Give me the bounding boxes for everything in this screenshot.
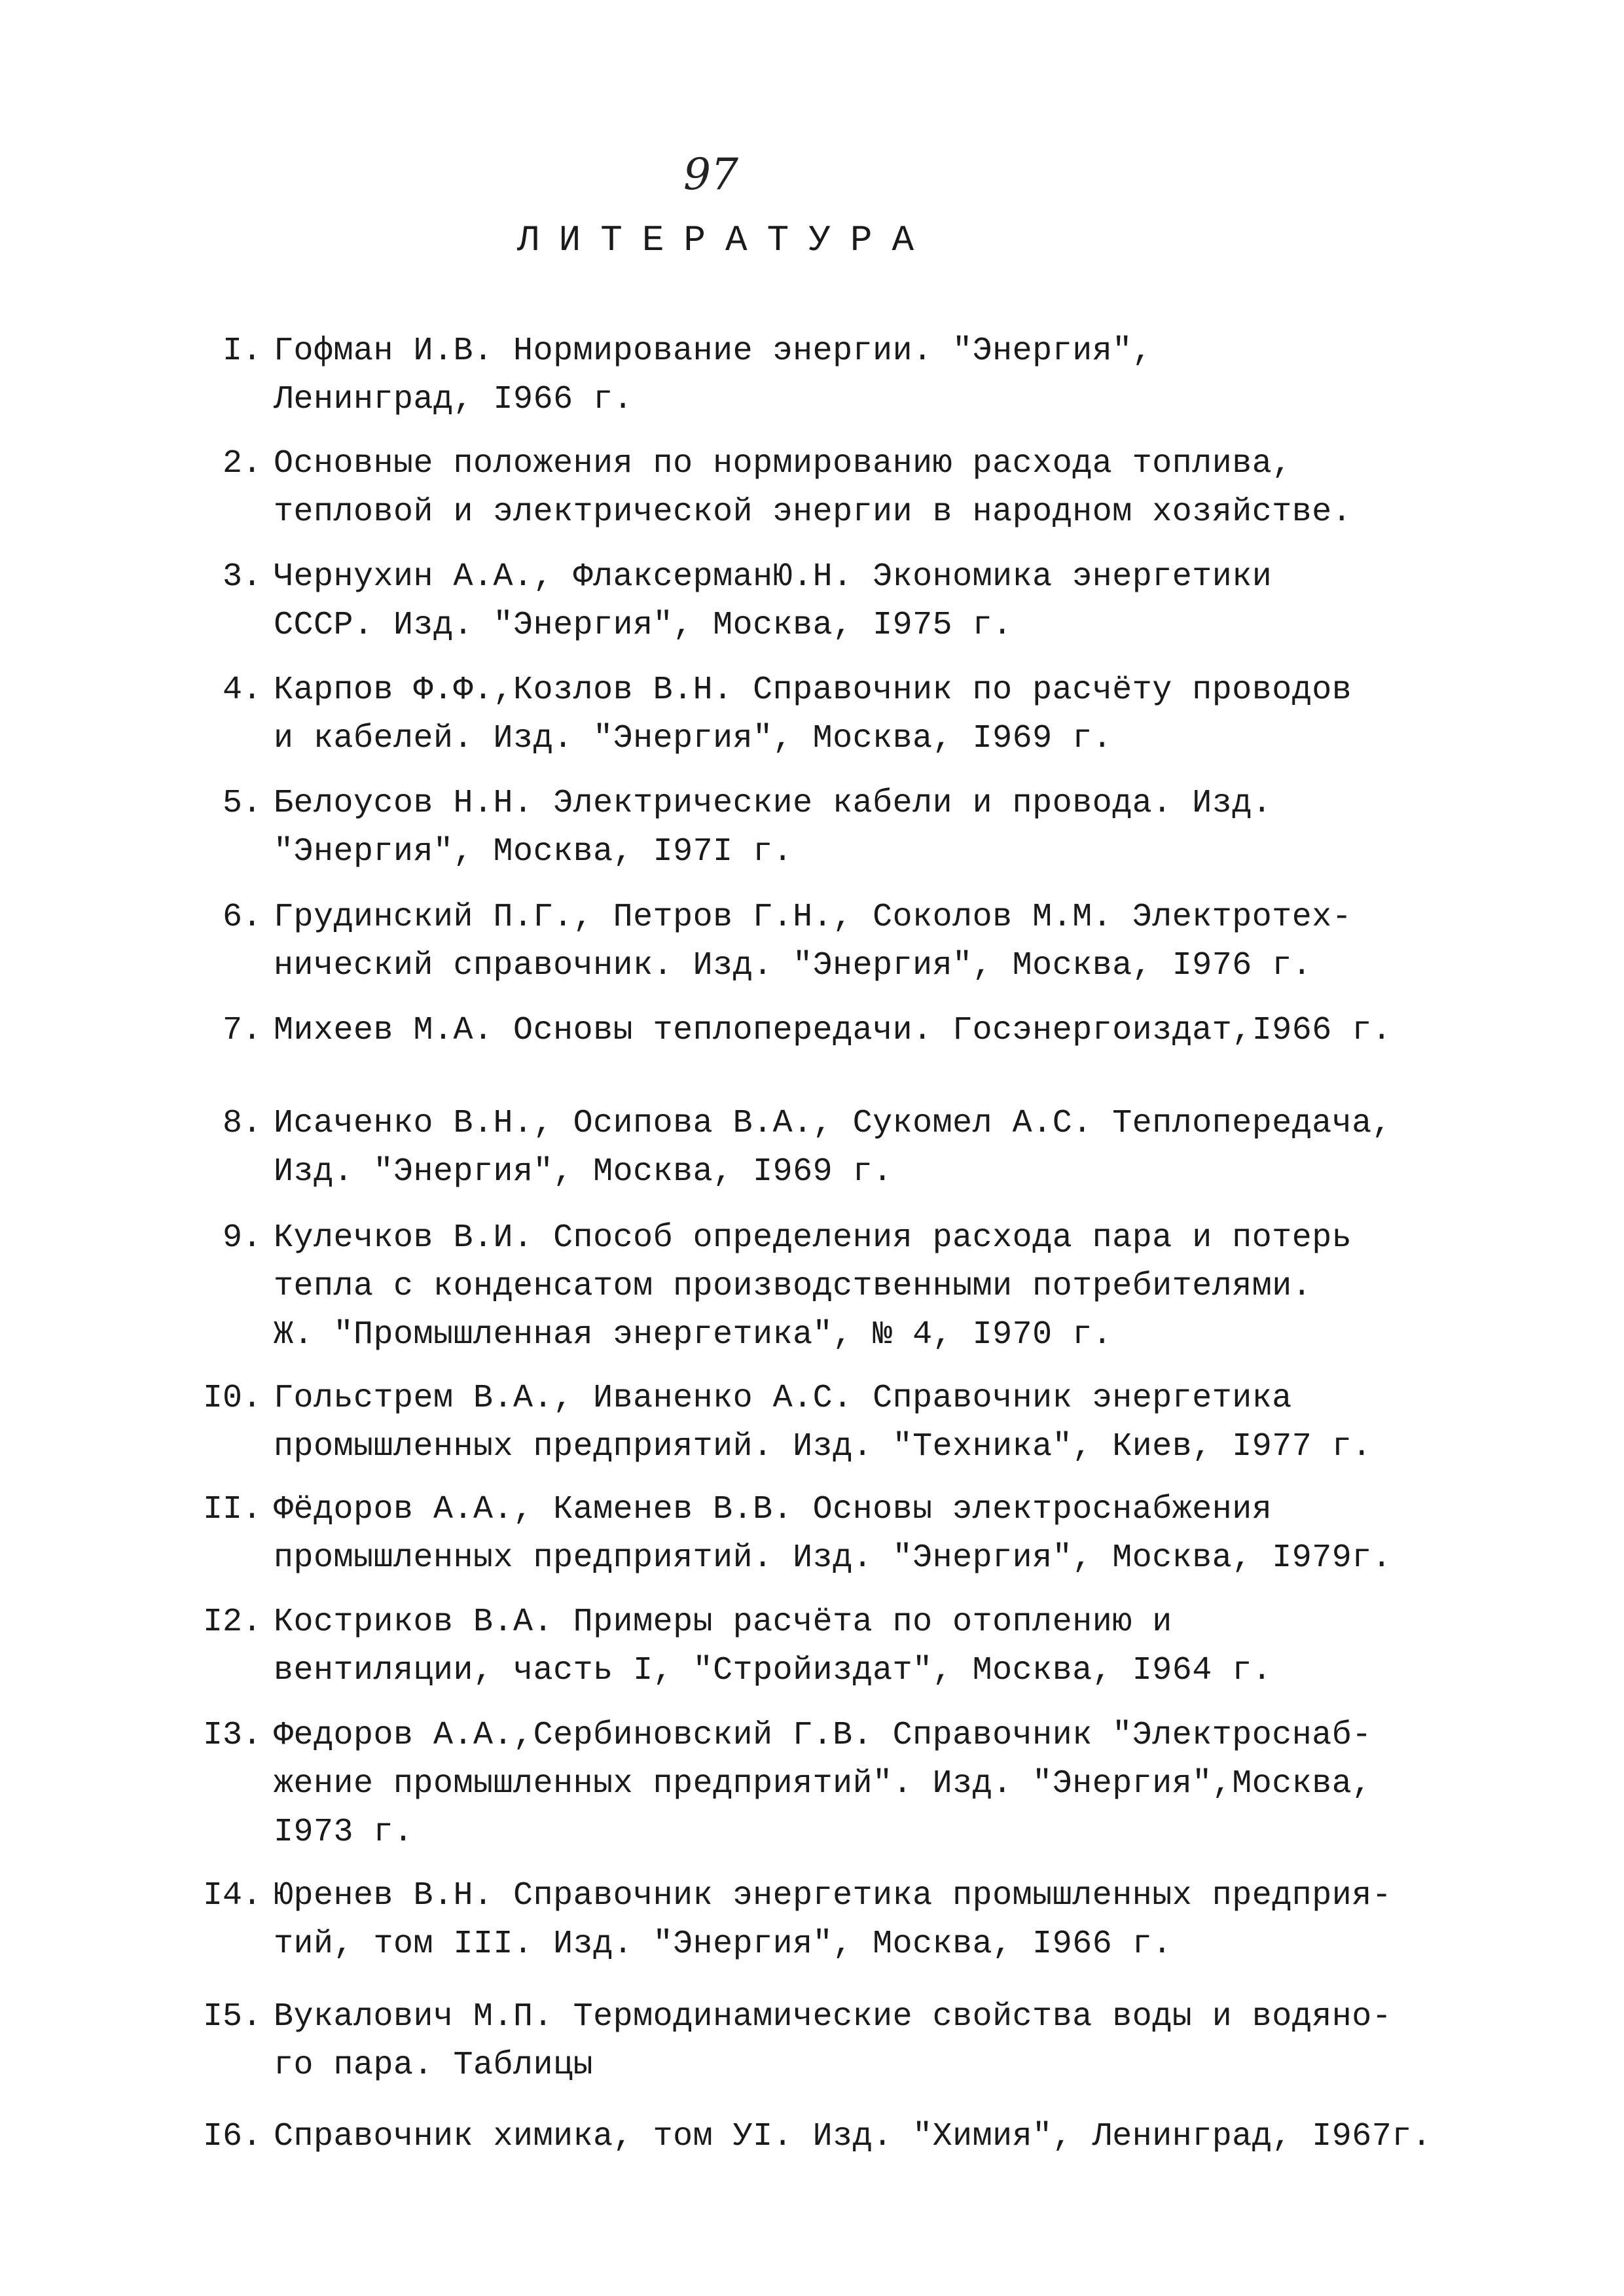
reference-text-line: Костриков В.А. Примеры расчёта по отоплению и [274, 1604, 1172, 1641]
reference-text-line: Ленинград, I966 г. [274, 381, 634, 418]
reference-number: I4. [202, 1877, 262, 1914]
reference-text-line: Гофман И.В. Нормирование энергии. "Энергия", [274, 332, 1153, 370]
reference-text-line: СССР. Изд. "Энергия", Москва, I975 г. [274, 607, 1013, 644]
reference-number: I2. [202, 1604, 262, 1641]
reference-text-line: нический справочник. Изд. "Энергия", Москва, I976 г. [274, 947, 1312, 984]
reference-text-line: Федоров А.А.,Сербиновский Г.В. Справочник "Электроснаб- [274, 1717, 1372, 1754]
reference-text-line: промышленных предприятий. Изд. "Энергия", Москва, I979г. [274, 1539, 1392, 1577]
page-title: ЛИТЕРАТУРА [517, 219, 934, 261]
reference-number: I3. [202, 1717, 262, 1754]
reference-number: I5. [202, 1998, 262, 2036]
reference-text-line: I973 г. [274, 1814, 414, 1851]
reference-text-line: Гольстрем В.А., Иваненко А.С. Справочник энергетика [274, 1380, 1292, 1417]
reference-text-line: Юренев В.Н. Справочник энергетика промышленных предприя- [274, 1877, 1392, 1914]
reference-number: 7. [222, 1012, 262, 1049]
reference-text-line: Белоусов Н.Н. Электрические кабели и провода. Изд. [274, 785, 1272, 822]
reference-text-line: Чернухин А.А., ФлаксерманЮ.Н. Экономика энергетики [274, 558, 1272, 596]
reference-text-line: Фёдоров А.А., Каменев В.В. Основы электроснабжения [274, 1491, 1272, 1528]
reference-number: 2. [222, 445, 262, 482]
reference-text-line: Вукалович М.П. Термодинамические свойства воды и водяно- [274, 1998, 1392, 2036]
reference-text-line: тий, том III. Изд. "Энергия", Москва, I966 г. [274, 1926, 1172, 1963]
reference-text-line: "Энергия", Москва, I97I г. [274, 833, 793, 870]
reference-number: II. [202, 1491, 262, 1528]
reference-number: I. [222, 332, 262, 370]
reference-text-line: Кулечков В.И. Способ определения расхода пара и потерь [274, 1219, 1352, 1257]
reference-text-line: го пара. Таблицы [274, 2047, 594, 2084]
reference-text-line: Ж. "Промышленная энергетика", № 4, I970 г. [274, 1316, 1113, 1354]
reference-text-line: Карпов Ф.Ф.,Козлов В.Н. Справочник по расчёту проводов [274, 672, 1352, 709]
reference-text-line: Михеев М.А. Основы теплопередачи. Госэнергоиздат,I966 г. [274, 1012, 1392, 1049]
reference-number: 9. [222, 1219, 262, 1257]
reference-text-line: тепла с конденсатом производственными потребителями. [274, 1268, 1312, 1305]
reference-number: I6. [202, 2118, 262, 2155]
reference-text-line: промышленных предприятий. Изд. "Техника", Киев, I977 г. [274, 1428, 1372, 1465]
reference-text-line: и кабелей. Изд. "Энергия", Москва, I969 г. [274, 720, 1113, 757]
reference-text-line: Исаченко В.Н., Осипова В.А., Сукомел А.С. Теплопередача, [274, 1105, 1392, 1142]
reference-text-line: вентиляции, часть I, "Стройиздат", Москва, I964 г. [274, 1652, 1272, 1689]
reference-text-line: тепловой и электрической энергии в народном хозяйстве. [274, 493, 1352, 531]
reference-text-line: Основные положения по нормированию расхода топлива, [274, 445, 1292, 482]
reference-number: 5. [222, 785, 262, 822]
reference-number: 8. [222, 1105, 262, 1142]
reference-text-line: жение промышленных предприятий". Изд. "Энергия",Москва, [274, 1765, 1372, 1803]
reference-text-line: Грудинский П.Г., Петров Г.Н., Соколов М.М. Электротех- [274, 899, 1352, 936]
reference-number: 6. [222, 899, 262, 936]
reference-number: 3. [222, 558, 262, 596]
reference-text-line: Справочник химика, том УI. Изд. "Химия", Ленинград, I967г. [274, 2118, 1432, 2155]
reference-text-line: Изд. "Энергия", Москва, I969 г. [274, 1153, 893, 1191]
page-number: 97 [683, 149, 738, 200]
reference-number: 4. [222, 672, 262, 709]
reference-number: I0. [202, 1380, 262, 1417]
